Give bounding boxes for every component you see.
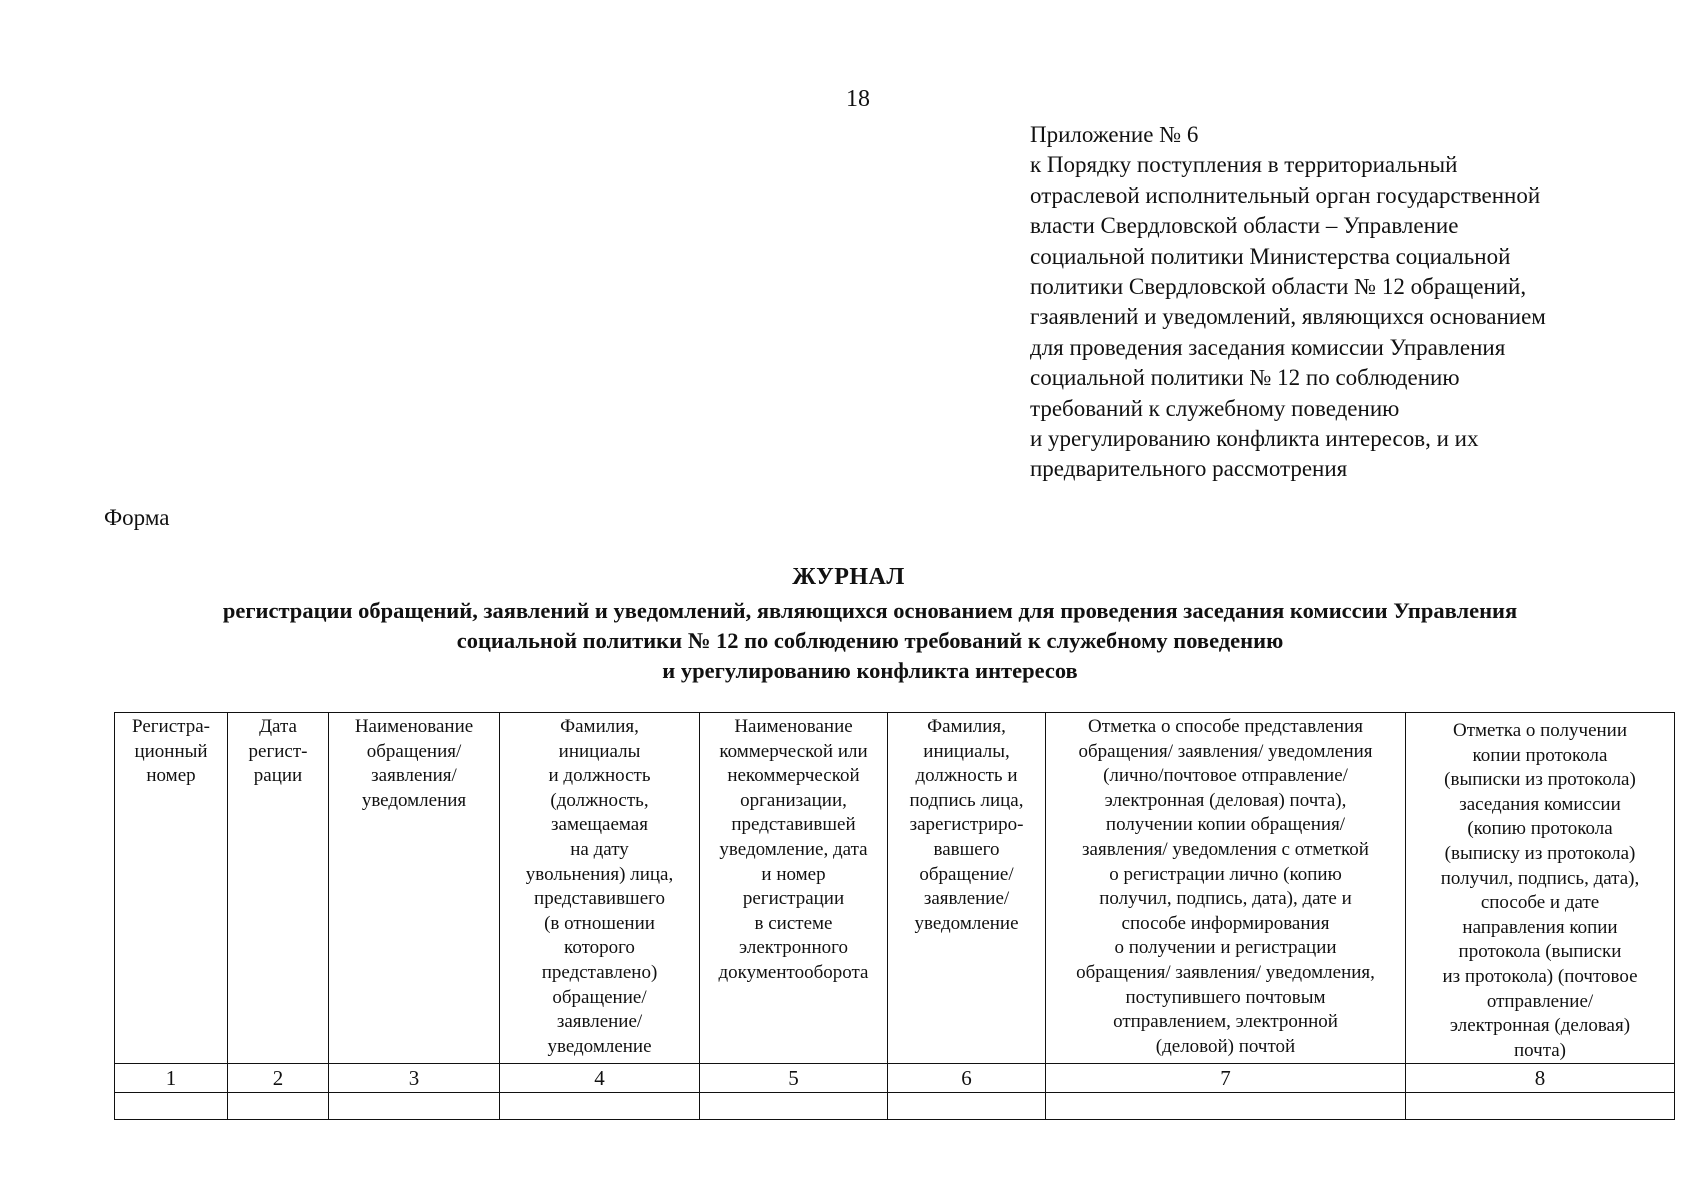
appendix-line: для проведения заседания комиссии Управления [1030,334,1506,360]
empty-cell [1046,1093,1406,1120]
header-line: которого [564,937,635,959]
empty-entry-row [115,1093,1675,1120]
header-cell-registration-date [228,713,329,1064]
header-line: Фамилия, [927,716,1006,737]
header-cell-registration-number [115,713,228,1064]
header-line: заявления/ [371,765,457,787]
header-line: документооборота [718,961,869,983]
appendix-line: гзаявлений и уведомлений, являющихся основанием [1030,304,1546,330]
header-line: заявление/ [556,1011,643,1033]
header-line: номер [146,765,196,787]
header-line: уведомление, дата [719,838,868,860]
header-line: Отметка о способе представления [1088,716,1363,737]
header-line: Регистра- [132,716,210,737]
empty-cell [500,1093,700,1120]
header-line: способе и дате [1480,892,1600,914]
empty-cell [115,1093,228,1120]
appendix-line: и урегулированию конфликта интересов, и их [1030,426,1479,452]
appendix-line: политики Свердловской области № 12 обращений, [1030,274,1527,300]
header-line: замещаемая [551,814,648,836]
column-number-cell: 4 [500,1064,700,1093]
header-line: и номер [761,863,826,885]
appendix-line: требований к служебному поведению [1030,395,1400,421]
header-line: электронного [739,937,848,959]
journal-subtitle [100,596,1640,686]
header-line: (копию протокола [1467,818,1613,840]
header-line: обращения/ заявления/ уведомления, [1076,961,1375,983]
empty-cell [700,1093,888,1120]
column-number-cell: 6 [888,1064,1046,1093]
header-line: инициалы [558,740,641,762]
header-line: обращения/ [366,740,462,762]
header-line: обращение/ [552,986,647,1008]
appendix-block [1030,120,1670,485]
column-number-cell: 2 [228,1064,329,1093]
header-line: обращение/ [919,863,1014,885]
header-line: получении копии обращения/ [1105,814,1346,836]
header-line: Фамилия, [560,716,639,737]
journal-title: ЖУРНАЛ [792,564,905,590]
header-line: вавшего [933,838,1000,860]
header-line: получил, подпись, дата), [1440,867,1640,889]
header-line: отправлением, электронной [1113,1011,1338,1033]
header-cell-protocol-receipt [1406,713,1675,1064]
header-line: (в отношении [544,912,655,934]
header-line: представившего [534,888,665,910]
header-line: (деловой) почтой [1155,1035,1296,1057]
header-cell-submitter [500,713,700,1064]
appendix-line: отраслевой исполнительный орган государственной [1030,182,1541,208]
header-row [115,713,1675,1064]
journal-subtitle-line: социальной политики № 12 по соблюдению требований к служебному поведению [456,628,1284,653]
header-line: некоммерческой [727,765,860,787]
header-cell-document-name [329,713,500,1064]
appendix-line: предварительного рассмотрения [1030,456,1348,482]
header-line: на дату [570,838,629,860]
header-line: отправление/ [1486,990,1594,1012]
header-line: и должность [548,765,651,787]
page-number: 18 [846,86,870,112]
header-line: коммерческой или [719,740,868,762]
header-line: регистрации [742,888,845,910]
header-line: инициалы, [923,740,1010,762]
header-line: из протокола) (почтовое [1442,965,1638,987]
appendix-line: власти Свердловской области – Управление [1030,213,1459,239]
header-line: копии протокола [1472,744,1608,766]
header-line: поступившего почтовым [1125,986,1326,1008]
header-line: регист- [248,740,308,762]
header-line: организации, [740,789,847,811]
header-line: способе информирования [1121,912,1330,934]
appendix-line: к Порядку поступления в территориальный [1030,152,1458,178]
empty-cell [1406,1093,1675,1120]
column-number-cell: 8 [1406,1064,1675,1093]
header-line: (должность, [550,789,649,811]
header-line: почта) [1513,1039,1567,1061]
header-line: протокола (выписки [1458,941,1622,963]
header-line: электронная (деловая) почта), [1104,789,1347,811]
header-line: Наименование [734,716,853,737]
header-line: представившей [731,814,856,836]
header-cell-submission-method [1046,713,1406,1064]
header-line: (выписки из протокола) [1444,769,1636,791]
header-line: (выписку из протокола) [1444,842,1636,864]
appendix-line: социальной политики Министерства социальной [1030,243,1511,269]
empty-cell [228,1093,329,1120]
header-line: о регистрации лично (копию [1109,863,1342,885]
appendix-line: социальной политики № 12 по соблюдению [1030,365,1460,391]
header-line: Отметка о получении [1452,720,1628,741]
header-line: ционный [134,740,208,762]
journal-subtitle-line: и урегулированию конфликта интересов [662,658,1078,683]
header-line: представлено) [541,961,658,983]
header-line: зарегистриро- [909,814,1024,836]
header-line: в системе [754,912,833,934]
header-line: Дата [259,716,297,737]
header-line: уведомление [547,1035,652,1057]
header-line: уведомления [361,789,467,811]
column-number-row [115,1064,1675,1093]
header-line: рации [253,765,303,787]
column-number-cell: 7 [1046,1064,1406,1093]
header-line: обращения/ заявления/ уведомления [1078,740,1373,762]
header-line: о получении и регистрации [1114,937,1337,959]
header-line: Наименование [354,716,474,737]
header-line: (лично/почтовое отправление/ [1103,765,1348,787]
header-line: должность и [915,765,1018,787]
header-line: увольнения) лица, [525,863,674,885]
header-line: подпись лица, [909,789,1024,811]
header-line: заседания комиссии [1459,793,1621,815]
journal-subtitle-line: регистрации обращений, заявлений и уведомлений, являющихся основанием для проведения заседания комиссии Управления [222,598,1518,623]
header-line: получил, подпись, дата), дате и [1099,888,1352,910]
form-label: Форма [104,505,170,530]
header-line: направления копии [1462,916,1618,938]
header-line: заявление/ [923,888,1010,910]
column-number-cell: 5 [700,1064,888,1093]
empty-cell [888,1093,1046,1120]
header-cell-registrar [888,713,1046,1064]
header-cell-organization [700,713,888,1064]
journal-table [114,712,1675,1120]
empty-cell [329,1093,500,1120]
header-line: заявления/ уведомления с отметкой [1082,838,1369,860]
appendix-line: Приложение № 6 [1030,122,1199,147]
column-number-cell: 1 [115,1064,228,1093]
header-line: уведомление [914,912,1019,934]
column-number-cell: 3 [329,1064,500,1093]
header-line: электронная (деловая) [1449,1015,1631,1037]
